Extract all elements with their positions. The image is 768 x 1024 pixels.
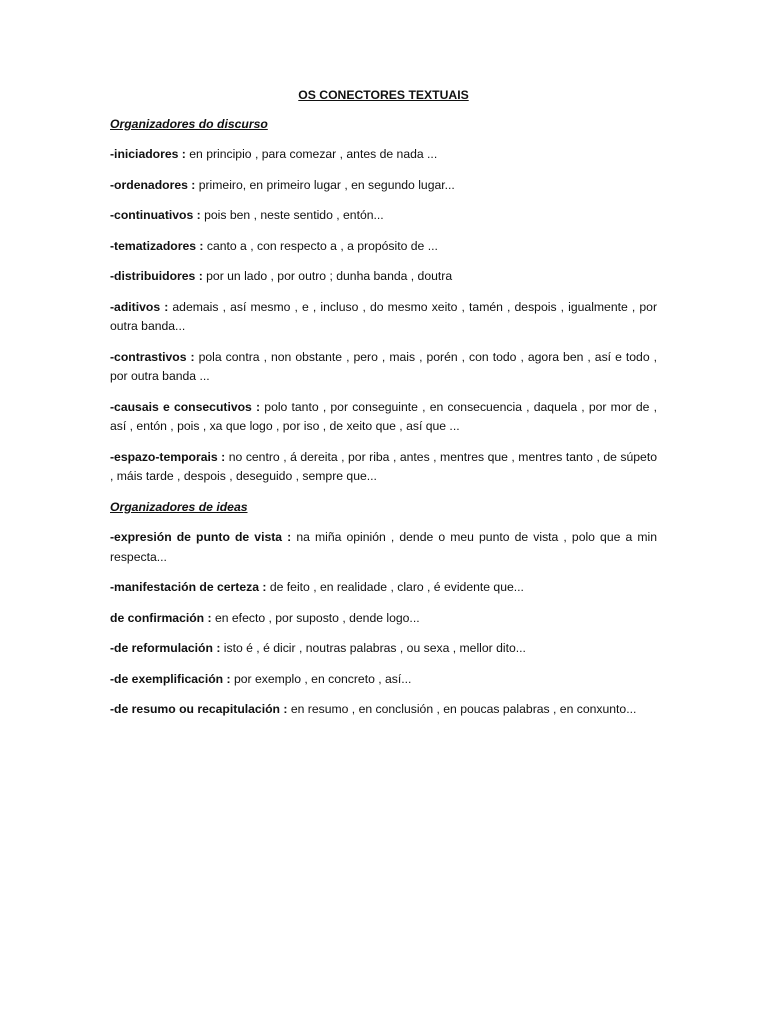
entry-label: de confirmación : [110, 610, 212, 625]
section-heading: Organizadores de ideas [110, 499, 248, 514]
document-title: OS CONECTORES TEXTUAIS [298, 88, 469, 102]
entry-ordenadores [110, 176, 657, 196]
entry-label: -tematizadores : [110, 238, 204, 253]
entry-label: -iniciadores : [110, 147, 186, 161]
entry-label: -de resumo ou recapitulación : [110, 702, 288, 716]
entry-continuativos [110, 206, 657, 226]
entry-label: -contrastivos : [110, 349, 195, 364]
entry-tematizadores [110, 237, 657, 257]
entry-label: -causais e consecutivos : [110, 399, 261, 414]
entry-contrastivos [110, 348, 657, 387]
entry-text: no centro , á dereita , por riba , antes , mentres que , mentres tanto , de súpeto , máis tarde , despois , deseguido , sempre que... [110, 449, 657, 483]
section-heading: Organizadores do discurso [110, 116, 268, 131]
entry-text: en resumo , en conclusión , en poucas palabras , en conxunto... [287, 702, 637, 716]
entry-label: -ordenadores : [110, 177, 196, 192]
entry-label: -espazo-temporais : [110, 449, 226, 464]
entry-text: isto é , é dicir , noutras palabras , ou sexa , mellor dito... [220, 641, 526, 655]
entry-distribuidores [110, 267, 657, 287]
entry-label: -aditivos : [110, 299, 169, 314]
entry-reformulacion [110, 639, 657, 659]
entry-text: por un lado , por outro ; dunha banda , doutra [202, 269, 453, 283]
entry-exemplificacion [110, 670, 657, 690]
entry-text: por exemplo , en concreto , así... [230, 671, 412, 686]
entry-label: -de exemplificación : [110, 671, 231, 686]
entry-aditivos [110, 298, 657, 337]
entry-text: en principio , para comezar , antes de nada ... [185, 147, 438, 161]
entry-text: ademais , así mesmo , e , incluso , do mesmo xeito , tamén , despois , igualmente , por outra banda... [110, 299, 657, 333]
entry-text: primeiro, en primeiro lugar , en segundo lugar... [195, 177, 455, 192]
entry-confirmacion [110, 609, 657, 629]
entry-label: -de reformulación : [110, 641, 221, 655]
entry-label: -continuativos : [110, 208, 201, 222]
section-organizadores-discurso [110, 115, 657, 487]
entry-text: de feito , en realidade , claro , é evidente que... [266, 580, 524, 594]
entry-text: na miña opinión , dende o meu punto de vista , polo que a min respecta... [110, 530, 657, 564]
entry-text: canto a , con respecto a , a propósito de ... [203, 238, 438, 253]
entry-label: -manifestación de certeza : [110, 580, 267, 594]
entry-label: -distribuidores : [110, 269, 203, 283]
entry-punto-de-vista [110, 528, 657, 567]
entry-espazo-temporais [110, 448, 657, 487]
entry-text: pola contra , non obstante , pero , mais , porén , con todo , agora ben , así e todo , por outra banda ... [110, 349, 657, 383]
entry-causais-consecutivos [110, 398, 657, 437]
entry-text: polo tanto , por conseguinte , en consecuencia , daquela , por mor de , así , entón , pois , xa que logo , por iso , de xeito que , así que ... [110, 399, 657, 433]
entry-iniciadores [110, 145, 657, 165]
entry-certeza [110, 578, 657, 598]
entry-text: pois ben , neste sentido , entón... [200, 208, 384, 222]
entry-text: en efecto , por suposto , dende logo... [211, 610, 420, 625]
entry-label: -expresión de punto de vista : [110, 530, 292, 544]
section-organizadores-ideas [110, 498, 657, 720]
entry-resumo [110, 700, 657, 720]
document-page [110, 86, 657, 731]
